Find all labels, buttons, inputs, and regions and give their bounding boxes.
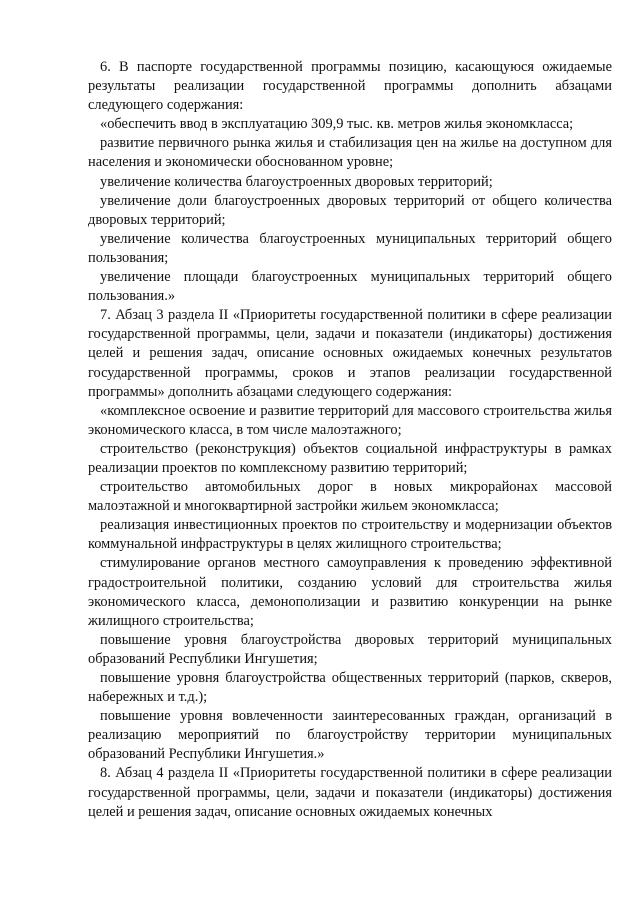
paragraph-municipal-count: увеличение количества благоустроенных муниципальных территорий общего пользования;: [88, 230, 612, 266]
paragraph-item-8-intro: 8. Абзац 4 раздела II «Приоритеты государственной политики в сфере реализации государственной программы, цели, задачи и показатели (индикаторы) достижения целей и решения задач, описание основных ожидаемых конечных: [88, 765, 612, 820]
paragraph-yard-improvement: повышение уровня благоустройства дворовых территорий муниципальных образований Республики Ингушетия;: [88, 631, 612, 667]
paragraph-yard-count: увеличение количества благоустроенных дворовых территорий;: [100, 173, 493, 190]
paragraph-municipal-area: увеличение площади благоустроенных муниципальных территорий общего пользования.»: [88, 269, 612, 305]
paragraph-citizen-engagement: повышение уровня вовлеченности заинтересованных граждан, организаций в реализацию мероприятий по благоустройству территории муниципальных образований Республики Ингушетия.»: [88, 708, 612, 763]
paragraph-public-spaces: повышение уровня благоустройства общественных территорий (парков, скверов, набережных и т.д.);: [88, 670, 612, 706]
paragraph-item-6-intro: 6. В паспорте государственной программы позицию, касающуюся ожидаемые результаты реализации государственной программы дополнить абзацами следующего содержания:: [88, 59, 612, 114]
paragraph-local-government: стимулирование органов местного самоуправления к проведению эффективной градостроительной политики, созданию условий для строительства жилья экономического класса, демонополизации и развитию конкуренции на рынке жилищного строительства;: [88, 555, 612, 629]
paragraph-investment-projects: реализация инвестиционных проектов по строительству и модернизации объектов коммунальной инфраструктуры в целях жилищного строительства;: [88, 517, 612, 553]
paragraph-primary-market: развитие первичного рынка жилья и стабилизация цен на жилье на доступном для населения и экономически обоснованном уровне;: [88, 135, 612, 171]
paragraph-integrated-development: «комплексное освоение и развитие территорий для массового строительства жилья экономического класса, в том числе малоэтажного;: [88, 402, 612, 438]
document-page: [88, 58, 612, 822]
paragraph-road-construction: строительство автомобильных дорог в новых микрорайонах массовой малоэтажной и многоквартирной застройки жильем экономкласса;: [88, 479, 612, 515]
paragraph-item-7-intro: 7. Абзац 3 раздела II «Приоритеты государственной политики в сфере реализации государственной программы, цели, задачи и показатели (индикаторы) достижения целей и решения задач, описание основных ожидаемых конечных результатов государственной программы, сроков и этапов реализации государственной программы» дополнить абзацами следующего содержания:: [88, 307, 612, 400]
paragraph-social-infrastructure: строительство (реконструкция) объектов социальной инфраструктуры в рамках реализации проектов по комплексному развитию территорий;: [88, 440, 612, 476]
paragraph-housing-commissioning: «обеспечить ввод в эксплуатацию 309,9 тыс. кв. метров жилья экономкласса;: [100, 116, 574, 133]
paragraph-yard-share: увеличение доли благоустроенных дворовых территорий от общего количества дворовых территорий;: [88, 192, 612, 228]
